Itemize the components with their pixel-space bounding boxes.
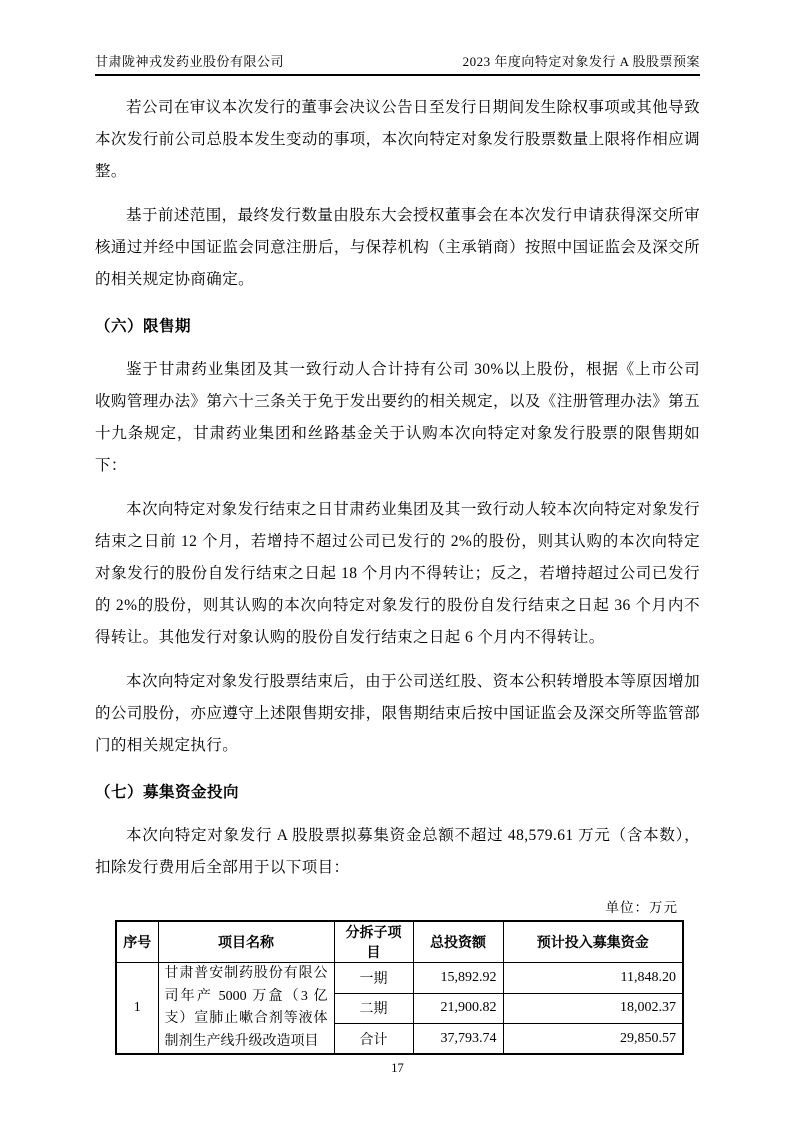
paragraph-lockup-additional: 本次向特定对象发行股票结束后，由于公司送红股、资本公积转增股本等原因增加的公司股份，亦应遵守上述限售期安排，限售期结束后按中国证监会及深交所等监管部门的相关规定执行。 [95,673,700,754]
paragraph-lockup-rules: 本次向特定对象发行结束之日甘肃药业集团及其一致行动人较本次向特定对象发行结束之日前 12 个月，若增持不超过公司已发行的 2%的股份，则其认购的本次向特定对象发行的股份自发行结束之日起 18 个月内不得转让；反之，若增持超过公司已发行的 2%的股份，则其认购的本次向特定对象发行的股份自发行结束之日起 36 个月内不得转让。其他发行对象认购的股份自发行结束之日起 6 个月内不得转让。 [95,501,700,646]
cell-project-name: 甘肃普安制药股份有限公司年产 5000 万盒（3 亿支）宣肺止嗽合剂等液体制剂生产线升级改造项目 [158,963,334,1055]
document-title: 2023 年度向特定对象发行 A 股股票预案 [462,54,700,69]
cell-subproject-total: 合计 [334,1024,413,1055]
column-header-raised-funds: 预计投入募集资金 [503,921,683,963]
paragraph-adjustment: 若公司在审议本次发行的董事会决议公告日至发行日期间发生除权事项或其他导致本次发行前公司总股本发生变动的事项，本次向特定对象发行股票数量上限将作相应调整。 [95,99,700,180]
column-header-project: 项目名称 [158,921,334,963]
column-header-total-investment: 总投资额 [413,921,503,963]
cell-subproject-phase2: 二期 [334,993,413,1024]
section-heading-fund-use: （七）募集资金投向 [95,784,240,801]
page-header [95,0,700,76]
table-header-row [116,921,683,963]
table-row [116,963,683,994]
cell-seq: 1 [116,963,158,1055]
paragraph-final-quantity: 基于前述范围，最终发行数量由股东大会授权董事会在本次发行申请获得深交所审核通过并经中国证监会同意注册后，与保荐机构（主承销商）按照中国证监会及深交所的相关规定协商确定。 [95,207,700,288]
section-heading-lockup: （六）限售期 [95,318,192,335]
paragraph-lockup-intro: 鉴于甘肃药业集团及其一致行动人合计持有公司 30%以上股份，根据《上市公司收购管理办法》第六十三条关于免于发出要约的相关规定，以及《注册管理办法》第五十九条规定，甘肃药业集团和丝路基金关于认购本次向特定对象发行股票的限售期如下： [95,361,700,474]
fund-investment-table [115,920,684,1055]
company-name: 甘肃陇神戎发药业股份有限公司 [95,54,285,69]
cell-raised-phase2: 18,002.37 [503,993,683,1024]
cell-subproject-phase1: 一期 [334,963,413,994]
page-number: 17 [391,1061,404,1075]
cell-total-phase1: 15,892.92 [413,963,503,994]
cell-total-phase2: 21,900.82 [413,993,503,1024]
cell-total-sum: 37,793.74 [413,1024,503,1055]
table-unit-label: 单位：万元 [605,900,678,915]
column-header-seq: 序号 [116,921,158,963]
column-header-subproject: 分拆子项目 [334,921,413,963]
cell-raised-phase1: 11,848.20 [503,963,683,994]
paragraph-fundraising: 本次向特定对象发行 A 股股票拟募集资金总额不超过 48,579.61 万元（含本数），扣除发行费用后全部用于以下项目： [95,827,700,876]
cell-raised-sum: 29,850.57 [503,1024,683,1055]
